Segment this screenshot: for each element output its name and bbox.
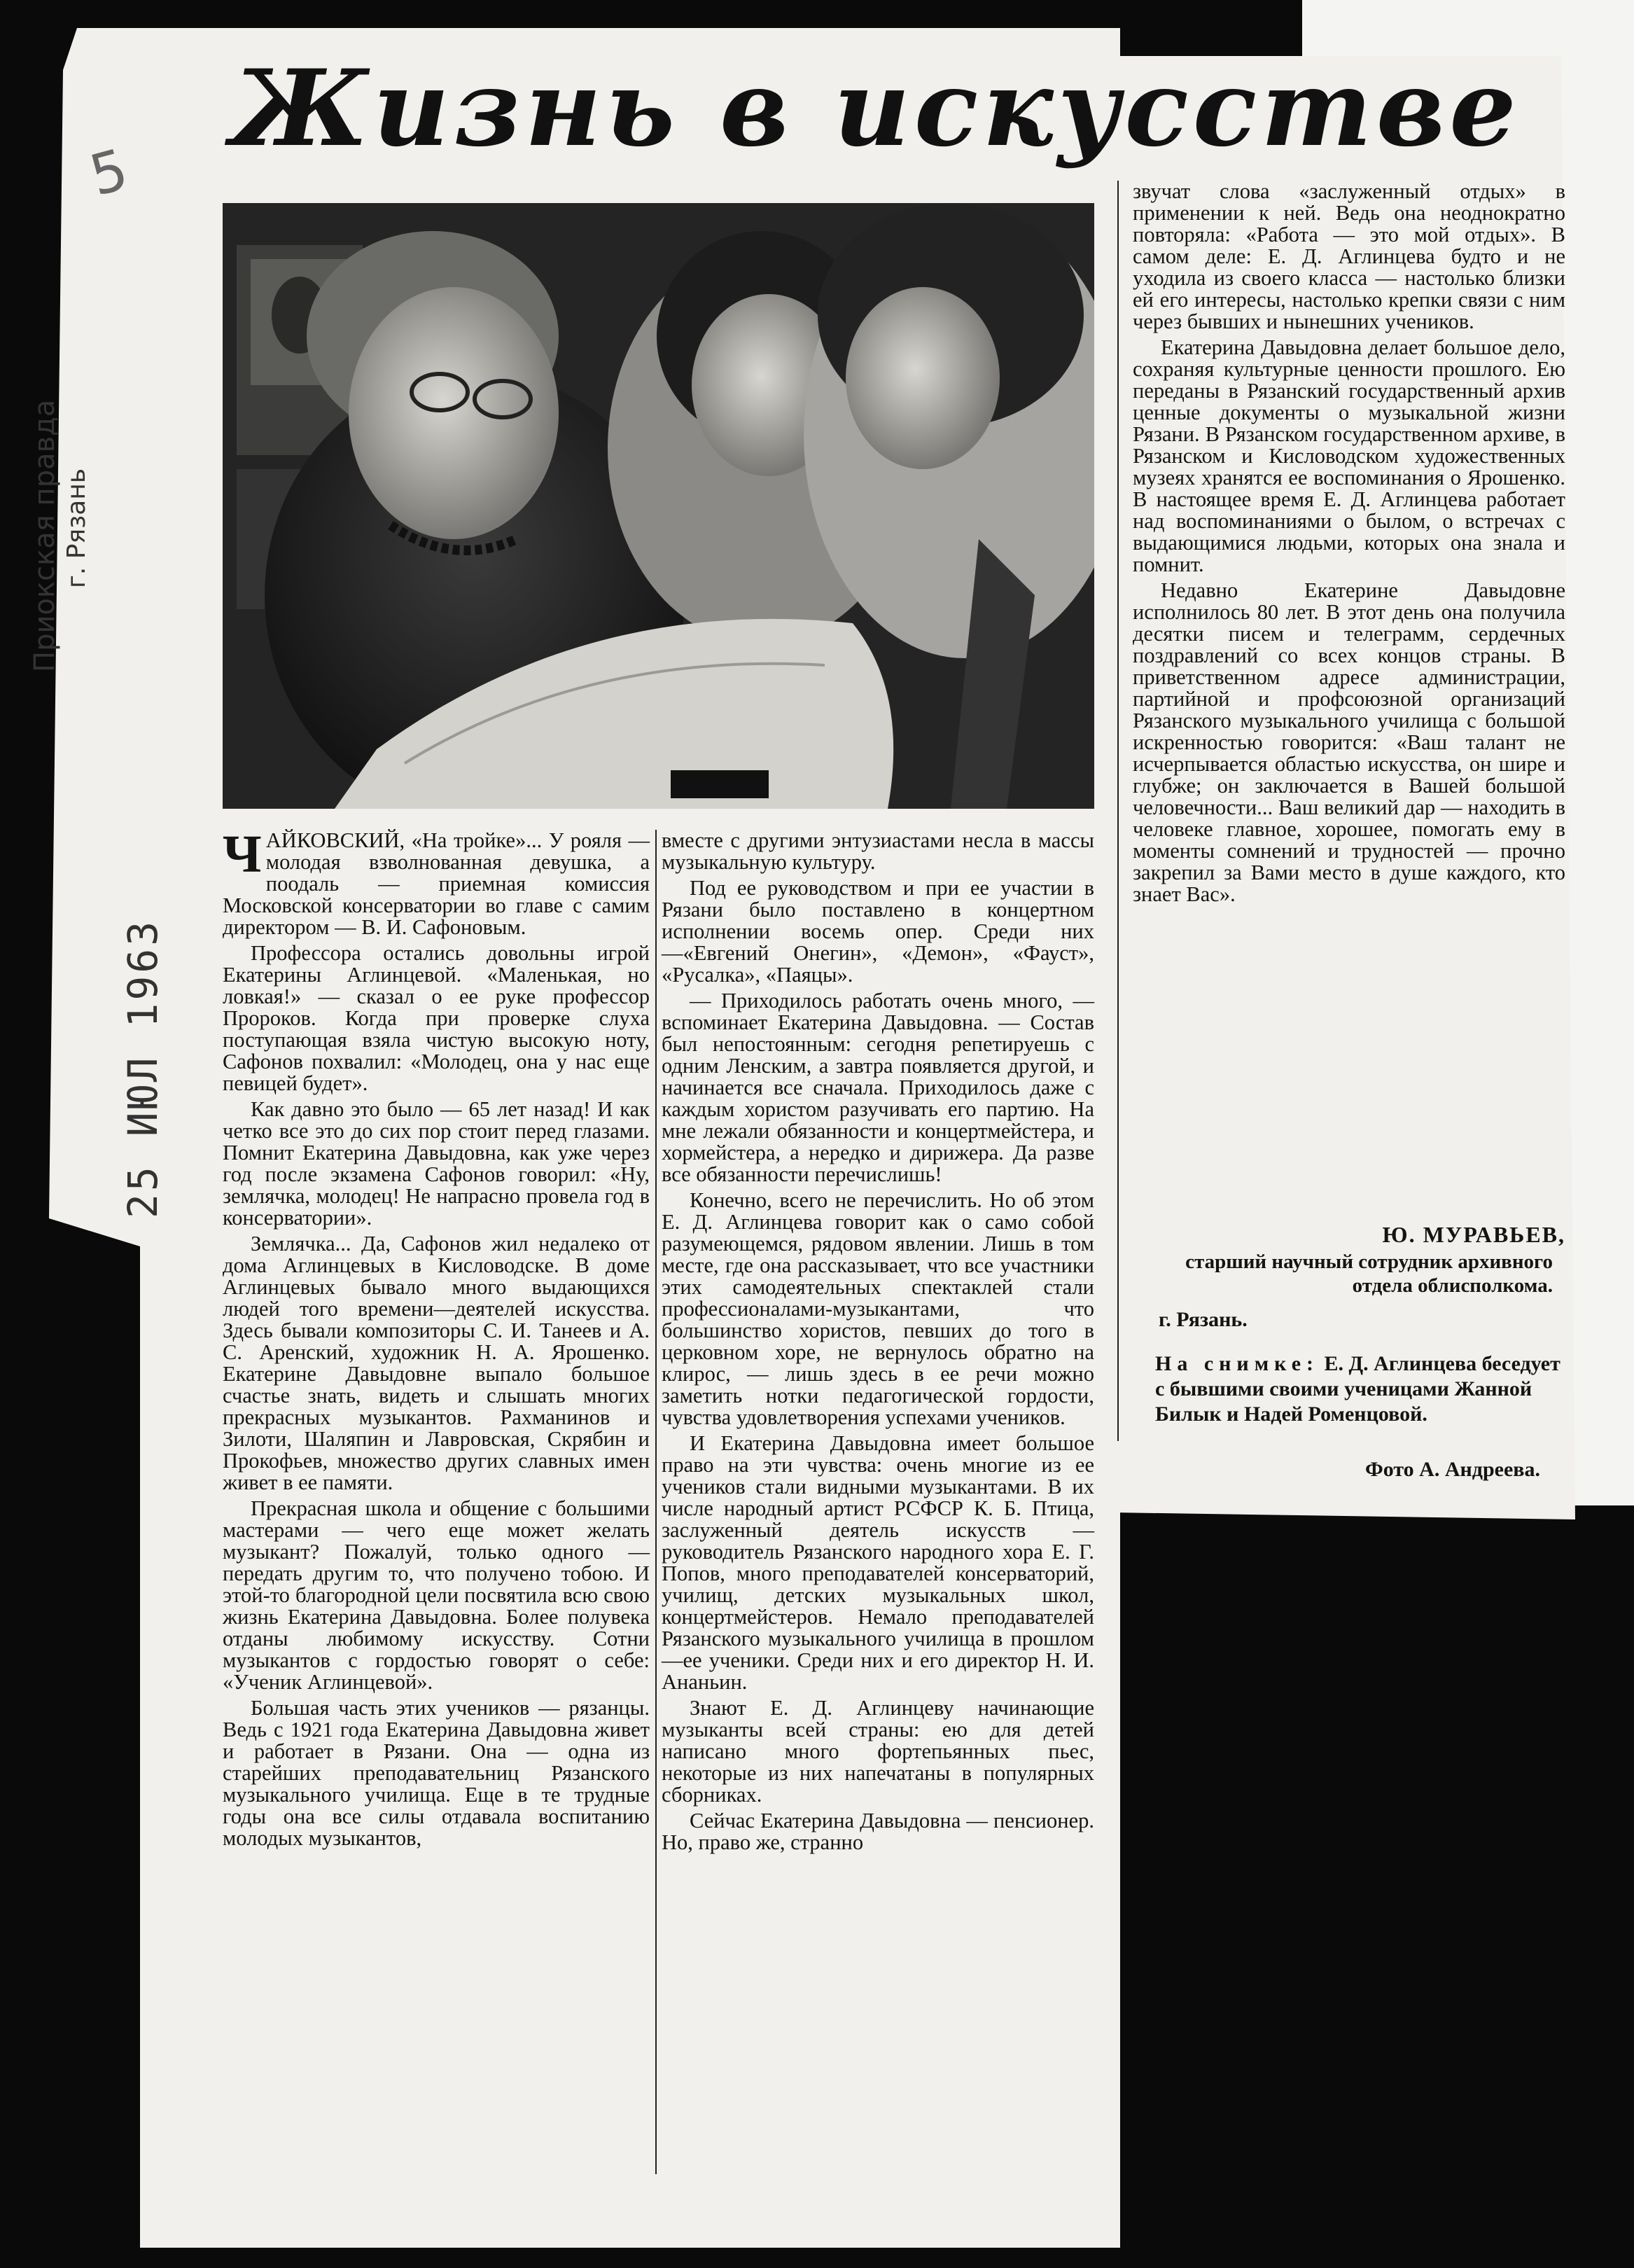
- photo-caption: [1155, 1351, 1568, 1427]
- author-city: г. Рязань.: [1159, 1308, 1248, 1331]
- drop-cap: Ч: [223, 825, 262, 884]
- article-paragraph: звучат слова «заслуженный отдых» в применении к ней. Ведь она неоднократно повторяла: «Работа — это мой отдых». В самом деле: Е. Д. Аглинцева будто и не уходила из своего класса — настолько близки ей его интересы, настолько крепки связи с ним через бывших и нынешних учеников.: [1133, 179, 1565, 333]
- article-paragraph: Как давно это было — 65 лет назад! И как четко все это до сих пор стоит перед глазами. Помнит Екатерина Давыдовна, как уже через год после экзамена Сафонов говорил: «Ну, землячка, молодец! Не напрасно провела год в консерватории».: [223, 1097, 650, 1230]
- article-paragraph: Большая часть этих учеников — рязанцы. Ведь с 1921 года Екатерина Давыдовна живет и работает в Рязани. Она — одна из старейших преподавательниц Рязанского музыкального училища. Еще в те трудные годы она все силы отдавала воспитанию молодых музыкантов,: [223, 1696, 650, 1850]
- article-paragraph: — Приходилось работать очень много, — вспоминает Екатерина Давыдовна. — Состав был непостоянным: сегодня репетируешь с одним Ленским, а завтра появляется другой, и начинается все сначала. Приходилось даже с каждым хористом разучивать его партию. На мне лежали обязанности и концертмейстера, и хормейстера, а нередко и дирижера. Да разве все обязанности перечислишь!: [662, 989, 1094, 1186]
- article-paragraph: вместе с другими энтузиастами несла в массы музыкальную культуру.: [662, 828, 1094, 874]
- newspaper-source: [28, 399, 126, 672]
- caption-label: На снимке:: [1155, 1352, 1319, 1375]
- author-name: Ю. МУРАВЬЕВ,: [1382, 1222, 1565, 1247]
- article-paragraph: Конечно, всего не перечислить. Но об этом Е. Д. Аглинцева говорит как о само собой разумеющемся, рядовом явлении. Лишь в том месте, где она рассказывает, что все участники этих самодеятельных спектаклей стали профессионалами-музыкантами, что большинство хористов, певших до того в церковном хоре, не вернулось обратно на клирос, — лишь здесь в ее речи можно заметить нотки педагогической гордости, чувства удовлетворения успехами учеников.: [662, 1188, 1094, 1429]
- article-photo: [223, 203, 1094, 809]
- article-paragraph: АЙКОВСКИЙ, «На тройке»... У рояля — молодая взволнованная девушка, а поодаль — приемная комиссия Московской консерватории во главе с самим директором — В. И. Сафоновым.: [223, 828, 650, 939]
- headline: Жизнь в искусстве: [231, 47, 1521, 170]
- column-divider: [1117, 181, 1119, 1441]
- article-column-1: [223, 825, 650, 1853]
- caption-text: Е. Д. Аглинцева беседует с бывшими своими ученицами Жанной Билык и Надей Роменцовой.: [1155, 1352, 1560, 1426]
- article-paragraph: Землячка... Да, Сафонов жил недалеко от дома Аглинцевых в Кисловодске. В доме Аглинцевых бывало много выдающихся людей того времени—деятелей искусства. Здесь бывали композиторы С. И. Танеев и А. С. Аренский, художник Н. А. Ярошенко. Екатерине Давыдовне выпало большое счастье знать, видеть и слышать многих прекрасных музыкантов. Рахманинов и Зилоти, Шаляпин и Лавровская, Скрябин и Прокофьев, множество других славных имен живет в ее памяти.: [223, 1232, 650, 1494]
- article-paragraph: Знают Е. Д. Аглинцеву начинающие музыканты всей страны: ею для детей написано много фортепьянных пьес, некоторые из них напечатаны в популярных сборниках.: [662, 1696, 1094, 1807]
- article-column-2: [662, 830, 1094, 1858]
- article-paragraph: Под ее руководством и при ее участии в Рязани было поставлено в концертном исполнении восемь опер. Среди них—«Евгений Онегин», «Демон», «Фауст», «Русалка», «Паяцы».: [662, 876, 1094, 987]
- article-paragraph: Профессора остались довольны игрой Екатерины Аглинцевой. «Маленькая, но ловкая!» — сказал о ее руке профессор Пророков. Когда при проверке слуха поступающая взяла чистую высокую ноту, Сафонов похвалил: «Молодец, она у нас еще певицей будет».: [223, 941, 650, 1095]
- newspaper-city: [62, 532, 92, 588]
- date-stamp: 25 ИЮЛ 1963: [119, 918, 167, 1218]
- pencil-mark: 5: [83, 136, 135, 209]
- column-divider: [655, 830, 657, 2174]
- photo-portrait-icon: [223, 203, 1094, 809]
- article-paragraph: Сейчас Екатерина Давыдовна — пенсионер. Но, право же, странно: [662, 1809, 1094, 1854]
- article-paragraph: Прекрасная школа и общение с большими мастерами — чего еще может желать музыкант? Пожалуй, только одного — передать другим то, что получено тобою. И этой-то благородной цели посвятила всю свою жизнь Екатерина Давыдовна. Более полувека отданы любимому искусству. Сотни музыкантов с гордостью говорят о себе: «Ученик Аглинцевой».: [223, 1496, 650, 1694]
- article-paragraph: Екатерина Давыдовна делает большое дело, сохраняя культурные ценности прошлого. Ею переданы в Рязанский государственный архив ценные документы о музыкальной жизни Рязани. В Рязанском государственном архиве, в Рязанском и Кисловодском художественных музеях хранятся ее воспоминания о Ярошенко. В настоящее время Е. Д. Аглинцева работает над воспоминаниями о былом, о встречах с выдающимися людьми, которых она знала и помнит.: [1133, 335, 1565, 576]
- article-paragraph: И Екатерина Давыдовна имеет большое право на эти чувства: очень многие из ее учеников стали видными музыкантами. В их числе народный артист РСФСР К. Б. Птица, заслуженный деятель искусств — руководитель Рязанского народного хора Е. Г. Попов, много преподавателей консерваторий, училищ, детских музыкальных школ, концертмейстеров. Немало преподавателей Рязанского музыкального училища в прошлом—ее ученики. Среди них и его директор Н. И. Ананьин.: [662, 1431, 1094, 1694]
- newspaper-name: Приокская правда: [29, 399, 61, 672]
- author-position: старший научный сотрудник архивного отдела облисполкома.: [1185, 1251, 1553, 1297]
- article-paragraph: Недавно Екатерине Давыдовне исполнилось 80 лет. В этот день она получила десятки писем и телеграмм, сердечных поздравлений со всех концов страны. В приветственном адресе администрации, партийной и профсоюзной организаций Рязанского музыкального училища с большой искренностью говорится: «Ваш талант не исчерпывается областью искусства, он шире и глубже; он заключается в Вашей большой человечности... Ваш великий дар — находить в человеке главное, хорошее, помогать ему в моменты сомнений и трудностей — прочно закрепил за Вами место в душе каждого, кто знает Вас».: [1133, 578, 1565, 906]
- article-column-3: [1133, 181, 1565, 910]
- article-lead: [223, 825, 650, 939]
- photo-credit: Фото А. Андреева.: [1364, 1458, 1540, 1481]
